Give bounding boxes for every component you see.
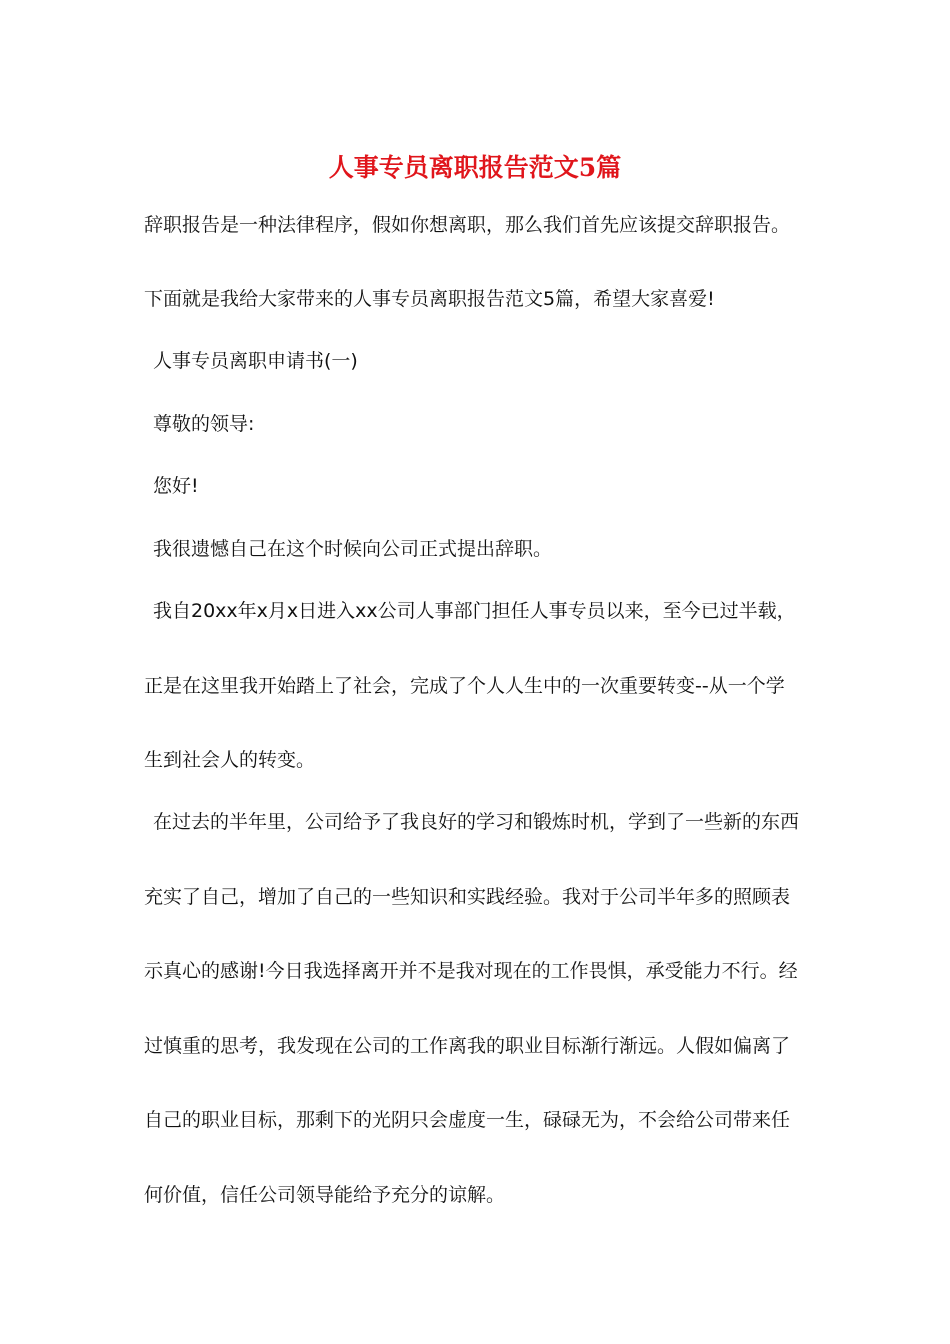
body-line: 过慎重的思考，我发现在公司的工作离我的职业目标渐行渐远。人假如偏离了 xyxy=(144,1035,791,1057)
body-line: 示真心的感谢!今日我选择离开并不是我对现在的工作畏惧，承受能力不行。经 xyxy=(144,960,798,982)
body-line: 自己的职业目标，那剩下的光阴只会虚度一生，碌碌无为，不会给公司带来任 xyxy=(144,1109,791,1131)
body-line: 我很遗憾自己在这个时候向公司正式提出辞职。 xyxy=(153,538,553,560)
body-line: 我自20xx年x月x日进入xx公司人事部门担任人事专员以来，至今已过半载， xyxy=(153,600,796,622)
body-line: 在过去的半年里，公司给予了我良好的学习和锻炼时机，学到了一些新的东西 xyxy=(153,811,800,833)
intro-paragraph: 辞职报告是一种法律程序，假如你想离职，那么我们首先应该提交辞职报告。 xyxy=(144,214,791,236)
greeting: 您好! xyxy=(153,475,199,497)
body-line: 生到社会人的转变。 xyxy=(144,749,316,771)
body-line: 充实了自己，增加了自己的一些知识和实践经验。我对于公司半年多的照顾表 xyxy=(144,886,791,908)
body-line: 正是在这里我开始踏上了社会，完成了个人人生中的一次重要转变--从一个学 xyxy=(144,675,785,697)
intro-paragraph-2: 下面就是我给大家带来的人事专员离职报告范文5篇，希望大家喜爱! xyxy=(144,288,715,310)
body-line: 何价值，信任公司领导能给予充分的谅解。 xyxy=(144,1184,506,1206)
document-title: 人事专员离职报告范文5篇 xyxy=(328,153,622,182)
section-heading: 人事专员离职申请书(一) xyxy=(153,350,358,372)
salutation: 尊敬的领导: xyxy=(153,413,255,435)
